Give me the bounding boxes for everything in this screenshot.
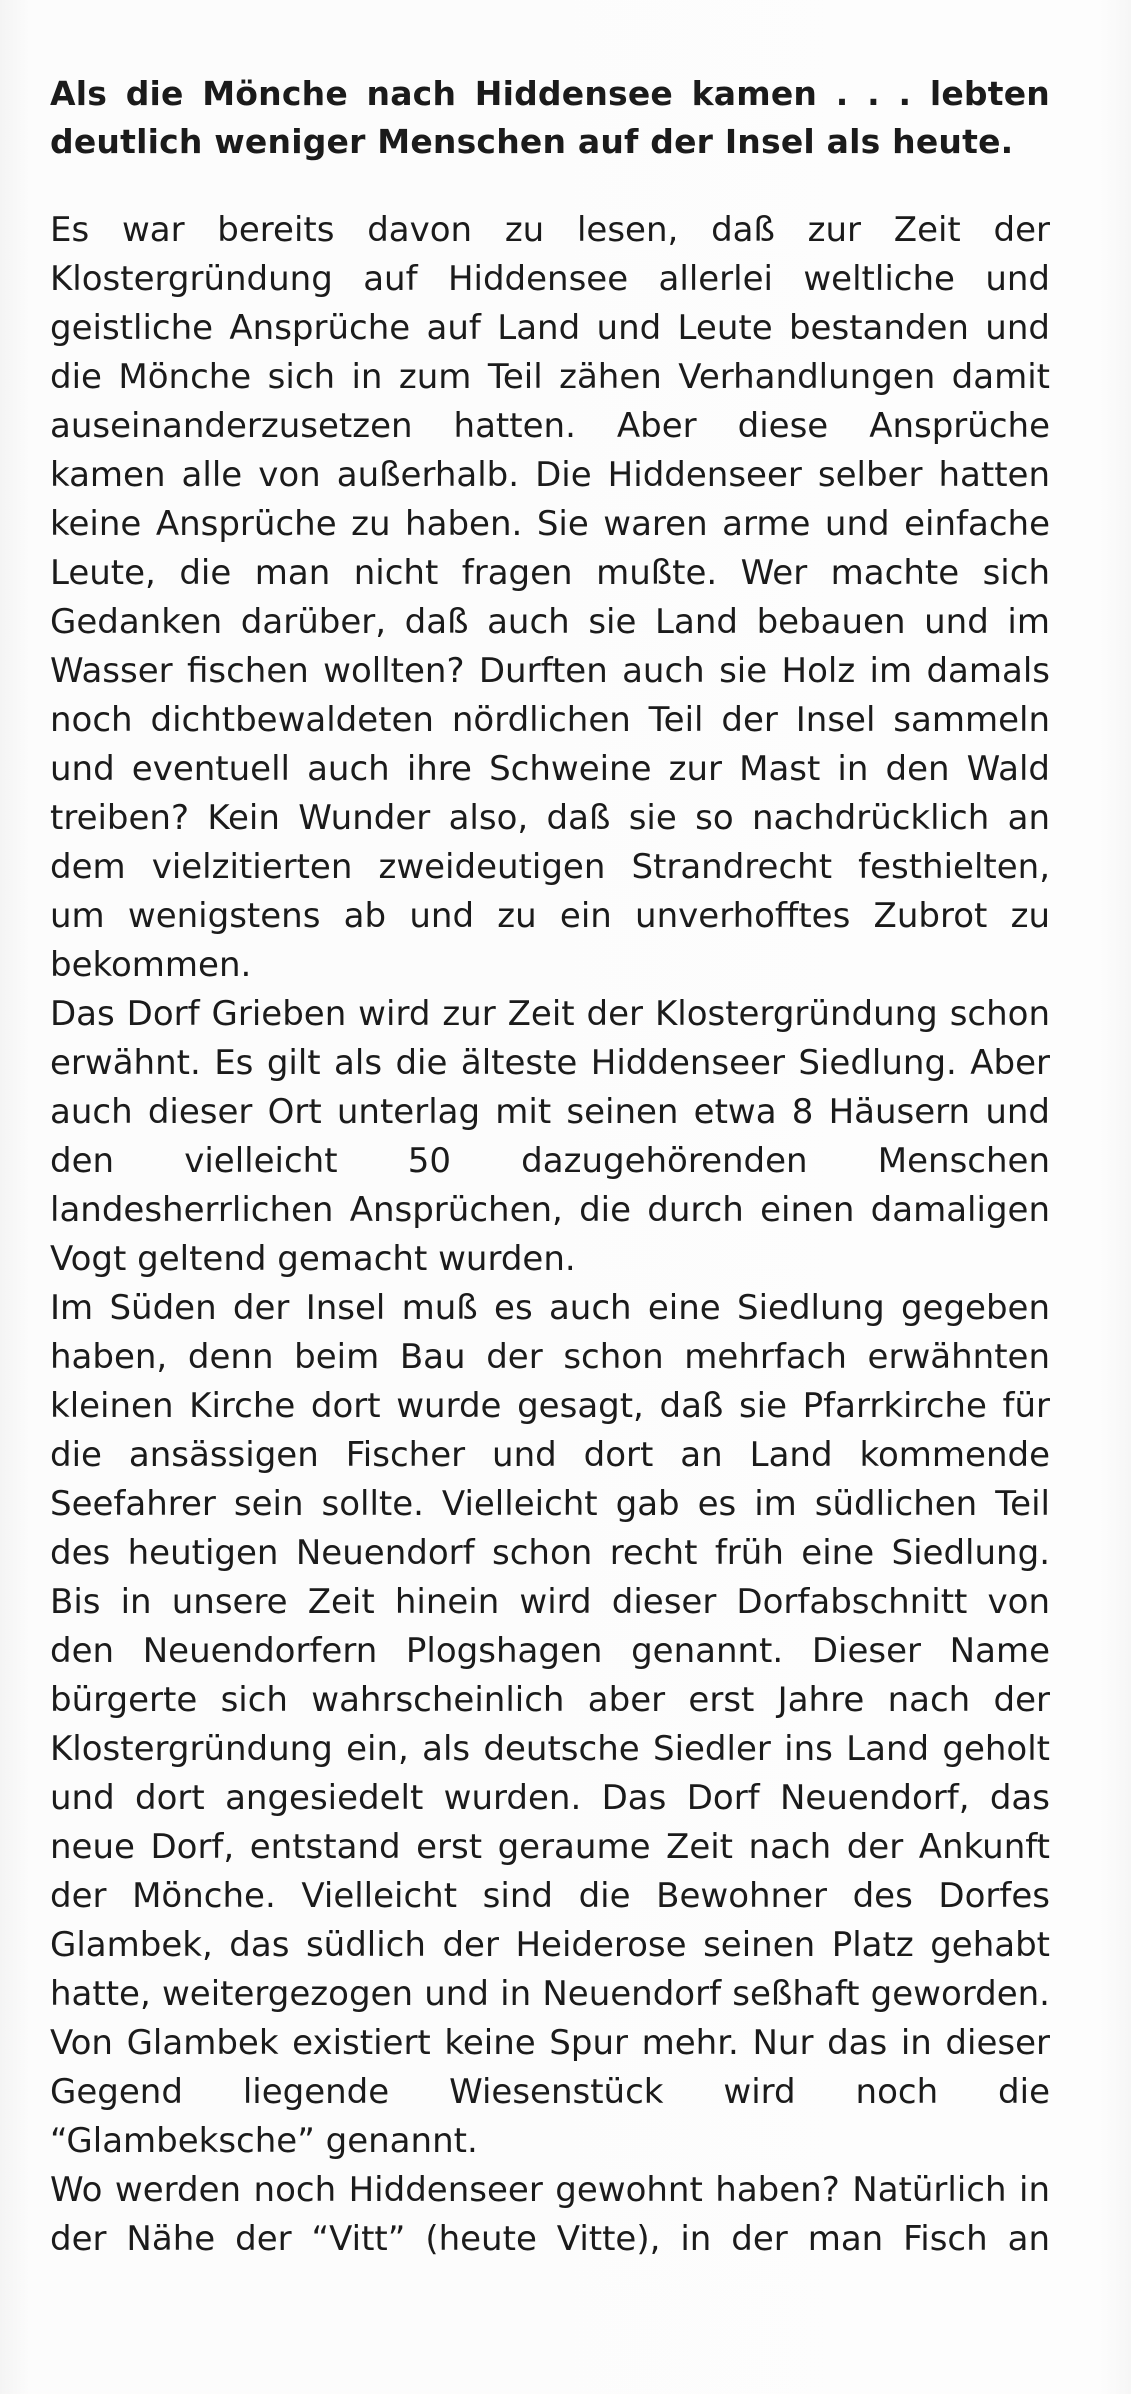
paragraph-3: Im Süden der Insel muß es auch eine Siedlung gegeben haben, denn beim Bau der schon mehrfach erwähnten kleinen Kirche dort wurde gesagt, daß sie Pfarrkirche für die ansässigen Fischer und dort an Land kommende Seefahrer sein sollte. Vielleicht gab es im südlichen Teil des heutigen Neuendorf schon recht früh eine Siedlung. Bis in unsere Zeit hinein wird dieser Dorfabschnitt von den Neuendorfern Plogshagen genannt. Dieser Name bürgerte sich wahrscheinlich aber erst Jahre nach der Klostergründung ein, als deutsche Siedler ins Land geholt und dort angesiedelt wurden. Das Dorf Neuendorf, das neue Dorf, entstand erst geraume Zeit nach der Ankunft der Mönche. Vielleicht sind die Bewohner des Dorfes Glambek, das südlich der Heiderose seinen Platz gehabt hatte, weitergezogen und in Neuendorf seßhaft geworden. Von Glambek existiert keine Spur mehr. Nur das in dieser Gegend liegende Wiesenstück wird noch die “Glambeksche” genannt. [50, 1288, 1050, 2161]
paragraph-4: Wo werden noch Hiddenseer gewohnt haben? Natürlich in der Nähe der “Vitt” (heute Vitte), in der man Fisch an [50, 2170, 1050, 2259]
section-heading: Als die Mönche nach Hiddensee kamen . . . lebten deutlich weniger Menschen auf der Insel als heute. [50, 74, 1050, 161]
document-body [50, 70, 1050, 2264]
paragraph-1: Es war bereits davon zu lesen, daß zur Zeit der Klostergründung auf Hiddensee allerlei weltliche und geistliche Ansprüche auf Land und Leute bestanden und die Mönche sich in zum Teil zähen Verhandlungen damit auseinanderzusetzen hatten. Aber diese Ansprüche kamen alle von außerhalb. Die Hiddenseer selber hatten keine Ansprüche zu haben. Sie waren arme und einfache Leute, die man nicht fragen mußte. Wer machte sich Gedanken darüber, daß auch sie Land bebauen und im Wasser fischen wollten? Durften auch sie Holz im damals noch dichtbewaldeten nördlichen Teil der Insel sammeln und eventuell auch ihre Schweine zur Mast in den Wald treiben? Kein Wunder also, daß sie so nachdrücklich an dem vielzitierten zweideutigen Strandrecht festhielten, um wenigstens ab und zu ein unverhofftes Zubrot zu bekommen. [50, 210, 1050, 985]
paragraph-2: Das Dorf Grieben wird zur Zeit der Klostergründung schon erwähnt. Es gilt als die älteste Hiddenseer Siedlung. Aber auch dieser Ort unterlag mit seinen etwa 8 Häusern und den vielleicht 50 dazugehörenden Menschen landesherrlichen Ansprüchen, die durch einen damaligen Vogt geltend gemacht wurden. [50, 994, 1050, 1279]
